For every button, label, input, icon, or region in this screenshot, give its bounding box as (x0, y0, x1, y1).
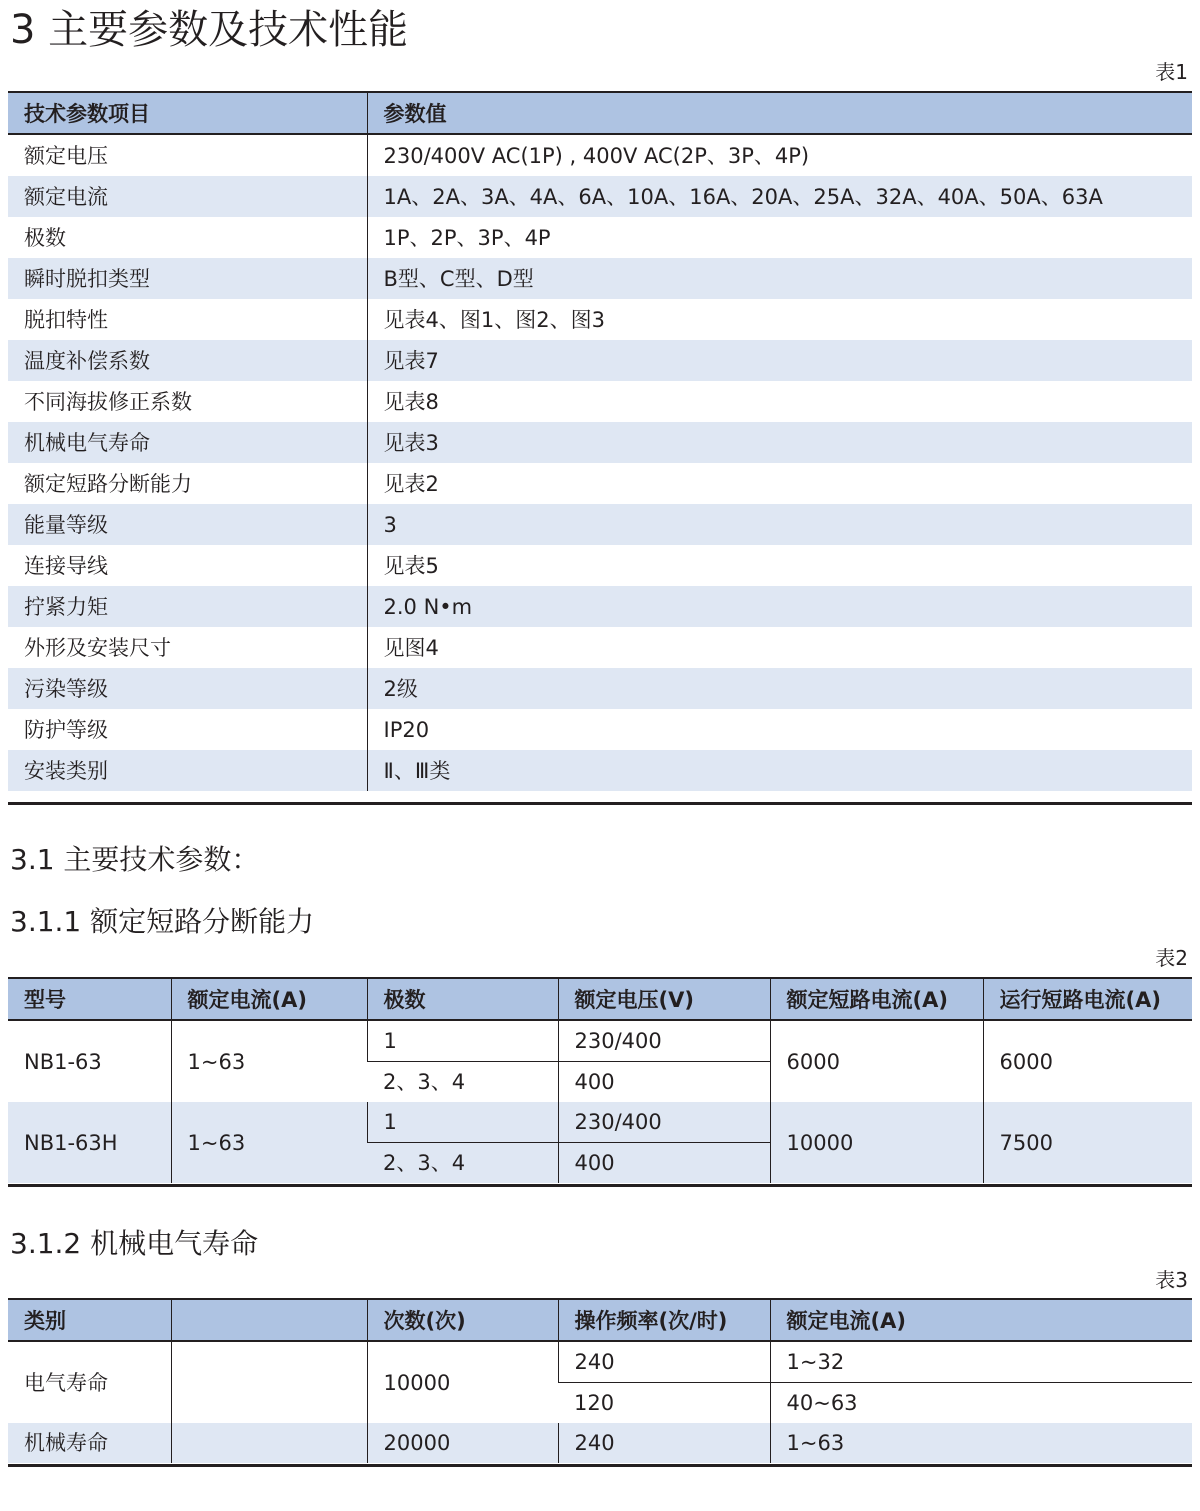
current-cell: 1~63 (171, 1020, 367, 1102)
table-row (8, 258, 1192, 299)
table-row (8, 217, 1192, 258)
subsection-title: 3.1 主要技术参数： (10, 843, 260, 876)
table3-end-rule (8, 1464, 1192, 1467)
param-value: 见表4、图1、图2、图3 (367, 299, 1192, 340)
param-value: 230/400V AC(1P) , 400V AC(2P、3P、4P) (367, 134, 1192, 176)
param-value: IP20 (367, 709, 1192, 750)
voltage-cell: 400 (558, 1143, 770, 1184)
model-cell: NB1-63H (8, 1102, 171, 1183)
poles-cell: 1 (367, 1020, 558, 1062)
param-value: 2.0 N•m (367, 586, 1192, 627)
header-empty (171, 1299, 367, 1341)
param-name: 瞬时脱扣类型 (8, 258, 367, 299)
table-row (8, 1102, 1192, 1143)
param-value: 见表3 (367, 422, 1192, 463)
table-row (8, 504, 1192, 545)
param-value: 1A、2A、3A、4A、6A、10A、16A、20A、25A、32A、40A、50A、63A (367, 176, 1192, 217)
param-name: 不同海拔修正系数 (24, 389, 192, 414)
header-service-short-circuit: 运行短路电流(A) (983, 978, 1192, 1020)
param-name: 极数 (24, 225, 66, 250)
short-circuit-cell: 6000 (770, 1020, 983, 1102)
param-name: 安装类别 (8, 750, 367, 791)
current-cell: 40~63 (770, 1383, 1192, 1424)
table-row (8, 586, 1192, 627)
table-row (8, 176, 1192, 217)
voltage-cell: 230/400 (558, 1102, 770, 1143)
table-row (8, 422, 1192, 463)
header-short-circuit: 额定短路电流(A) (770, 978, 983, 1020)
table-row (8, 668, 1192, 709)
param-value: 3 (367, 504, 1192, 545)
table-row (8, 627, 1192, 668)
table-row (8, 750, 1192, 791)
subsection-title-lifespan: 3.1.2 机械电气寿命 (10, 1227, 259, 1260)
param-value: 见表5 (367, 545, 1192, 586)
param-name: 能量等级 (8, 504, 367, 545)
poles-cell: 1 (367, 1102, 558, 1143)
param-value: 见表2 (367, 463, 1192, 504)
header-rated-current: 额定电流(A) (770, 1299, 1192, 1341)
param-name: 连接导线 (24, 553, 108, 578)
current-cell: 1~32 (770, 1341, 1192, 1383)
param-name: 额定电流 (8, 176, 367, 217)
param-name: 温度补偿系数 (8, 340, 367, 381)
param-name: 防护等级 (24, 717, 108, 742)
current-cell: 1~63 (770, 1423, 1192, 1463)
category-cell: 电气寿命 (24, 1370, 108, 1395)
param-value: 见图4 (367, 627, 1192, 668)
subsection-title-breaking-capacity: 3.1.1 额定短路分断能力 (10, 905, 315, 938)
category-cell: 机械寿命 (8, 1423, 171, 1463)
param-value: 1P、2P、3P、4P (367, 217, 1192, 258)
voltage-cell: 230/400 (558, 1020, 770, 1062)
param-value: B型、C型、D型 (367, 258, 1192, 299)
frequency-cell: 240 (558, 1423, 770, 1463)
header-frequency: 操作频率(次/时) (558, 1299, 770, 1341)
header-model: 型号 (8, 978, 171, 1020)
param-name: 脱扣特性 (24, 307, 108, 332)
parameters-table (8, 91, 1192, 791)
table2-caption: 表2 (1155, 946, 1188, 970)
service-short-circuit-cell: 7500 (983, 1102, 1192, 1183)
current-cell: 1~63 (171, 1102, 367, 1183)
header-poles: 极数 (367, 978, 558, 1020)
header-value: 参数值 (367, 92, 1192, 134)
param-value: Ⅱ、Ⅲ类 (367, 750, 1192, 791)
table-row (8, 1020, 1192, 1062)
breaking-capacity-table (8, 977, 1192, 1183)
param-name: 额定短路分断能力 (24, 471, 192, 496)
table-row (8, 299, 1192, 340)
table-row (8, 1423, 1192, 1463)
poles-cell: 2、3、4 (367, 1143, 558, 1184)
header-item: 技术参数项目 (8, 92, 367, 134)
param-value: 见表7 (367, 340, 1192, 381)
count-cell: 10000 (367, 1341, 558, 1423)
section-title: 3 主要参数及技术性能 (10, 7, 409, 53)
table-row (8, 134, 1192, 176)
lifespan-table (8, 1298, 1192, 1463)
header-count: 次数(次) (367, 1299, 558, 1341)
param-value: 见表8 (367, 381, 1192, 422)
table-header-row (8, 1299, 1192, 1341)
table-row (8, 340, 1192, 381)
param-name: 拧紧力矩 (8, 586, 367, 627)
table1-end-rule (8, 802, 1192, 805)
param-name: 外形及安装尺寸 (24, 635, 171, 660)
table-row (8, 381, 1192, 422)
table3-caption: 表3 (1155, 1268, 1188, 1292)
header-rated-current: 额定电流(A) (171, 978, 367, 1020)
table2-end-rule (8, 1184, 1192, 1187)
header-category: 类别 (8, 1299, 171, 1341)
service-short-circuit-cell: 6000 (983, 1020, 1192, 1102)
table-header-row (8, 978, 1192, 1020)
table-row (8, 545, 1192, 586)
count-cell: 20000 (367, 1423, 558, 1463)
empty-cell (171, 1423, 367, 1463)
table1-caption: 表1 (1155, 60, 1188, 84)
param-name: 额定电压 (24, 143, 108, 168)
short-circuit-cell: 10000 (770, 1102, 983, 1183)
table-row (8, 1341, 1192, 1383)
table-row (8, 463, 1192, 504)
poles-cell: 2、3、4 (383, 1070, 466, 1094)
param-value: 2级 (367, 668, 1192, 709)
header-rated-voltage: 额定电压(V) (558, 978, 770, 1020)
empty-cell (171, 1341, 367, 1423)
voltage-cell: 400 (558, 1062, 770, 1103)
param-name: 污染等级 (8, 668, 367, 709)
table-header-row (8, 92, 1192, 134)
frequency-cell: 240 (558, 1341, 770, 1383)
param-name: 机械电气寿命 (8, 422, 367, 463)
table-row (8, 709, 1192, 750)
model-cell: NB1-63 (24, 1049, 102, 1074)
frequency-cell: 120 (574, 1391, 615, 1415)
